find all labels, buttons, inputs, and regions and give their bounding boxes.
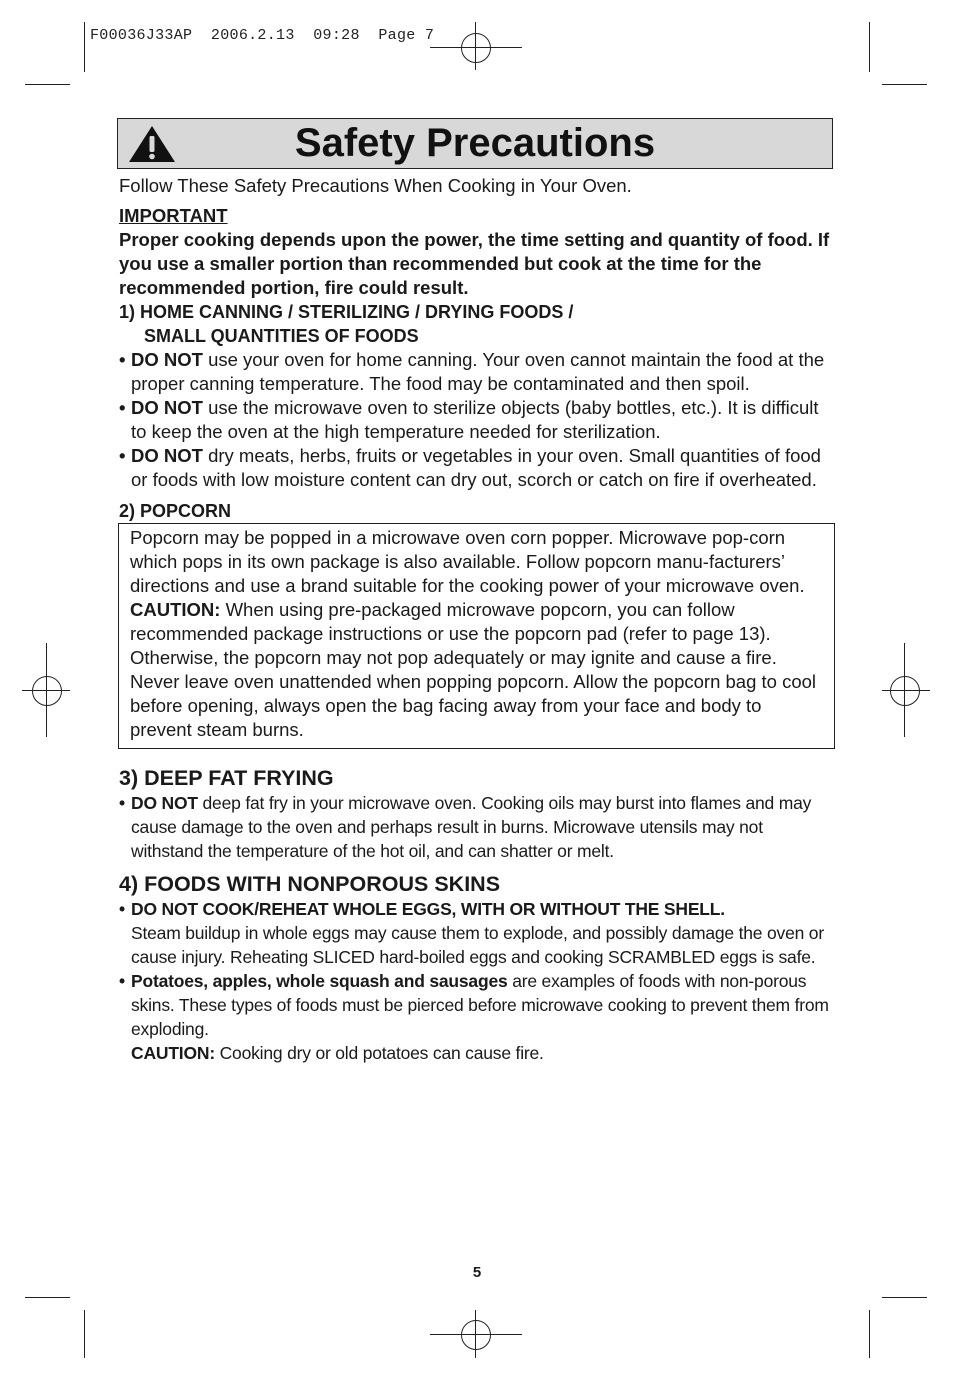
list-item — [119, 791, 835, 863]
registration-mark-icon — [890, 676, 920, 706]
crop-mark — [882, 84, 927, 85]
page-number: 5 — [472, 1264, 482, 1281]
crop-mark — [25, 84, 70, 85]
bullet-glyph: • — [119, 899, 125, 919]
bullet-lead: DO NOT COOK/REHEAT WHOLE EGGS, WITH OR WITHOUT THE SHELL. — [131, 899, 725, 919]
intro-text: Follow These Safety Precautions When Cooking in Your Oven. — [119, 175, 632, 196]
section2-heading: 2) POPCORN — [119, 501, 232, 521]
crop-mark — [869, 22, 870, 72]
popcorn-box — [118, 523, 835, 749]
caution-label: CAUTION: — [131, 1043, 215, 1063]
bullet-lead: DO NOT — [131, 445, 203, 466]
list-item — [119, 348, 835, 396]
document-body — [119, 174, 835, 1065]
crop-mark — [25, 1297, 70, 1298]
registration-mark-icon — [32, 676, 62, 706]
crop-mark — [882, 1297, 927, 1298]
bullet-text: dry meats, herbs, fruits or vegetables in your oven. Small quantities of food or foods with low moisture content can dry out, scorch or catch on fire if overheated. — [131, 445, 821, 490]
registration-mark-line — [904, 643, 905, 737]
print-header: F00036J33AP 2006.2.13 09:28 Page 7 — [90, 27, 435, 44]
bullet-text: deep fat fry in your microwave oven. Cooking oils may burst into flames and may cause damage to the oven and perhaps result in burns. Microwave utensils may not withstand the temperature of the hot oil, and can shatter or melt. — [131, 793, 812, 861]
registration-mark-line — [46, 643, 47, 737]
registration-mark-line — [430, 1334, 522, 1335]
crop-mark — [869, 1310, 870, 1358]
bullet-lead: DO NOT — [131, 397, 203, 418]
list-item — [119, 396, 835, 444]
registration-mark-line — [475, 1310, 476, 1358]
bullet-text: are examples of foods with non-porous skins. These types of foods must be pierced before microwave cooking to prevent them from exploding. — [131, 971, 829, 1039]
section1-heading-line2: SMALL QUANTITIES OF FOODS — [144, 326, 419, 346]
caution-text: Cooking dry or old potatoes can cause fire. — [214, 1043, 544, 1063]
bullet-lead: DO NOT — [131, 349, 203, 370]
list-item — [119, 969, 835, 1041]
registration-mark-icon — [461, 1320, 491, 1350]
list-item — [119, 897, 835, 969]
section1-heading: 1) HOME CANNING / STERILIZING / DRYING FOODS / — [119, 302, 574, 322]
popcorn-text: Popcorn may be popped in a microwave oven corn popper. Microwave pop-corn which pops in its own package is also available. Follow popcorn manu-facturers’ directions and use a brand suitable for the cooking power of your microwave oven. — [130, 527, 805, 596]
bullet-glyph: • — [119, 397, 126, 418]
potato-caution — [119, 1041, 835, 1065]
bullet-lead: DO NOT — [131, 793, 198, 813]
crop-mark — [84, 1310, 85, 1358]
crop-mark — [84, 22, 85, 72]
bullet-text: use the microwave oven to sterilize objects (baby bottles, etc.). It is difficult to keep the oven at the high temperature needed for sterilization. — [131, 397, 819, 442]
section3-heading: 3) DEEP FAT FRYING — [119, 766, 334, 790]
bullet-glyph: • — [119, 445, 126, 466]
bullet-glyph: • — [119, 793, 125, 813]
important-text: Proper cooking depends upon the power, the time setting and quantity of food. If you use a smaller portion than recommended but cook at the time for the recommended portion, fire could result. — [119, 229, 830, 298]
registration-mark-line — [475, 22, 476, 70]
section4-heading: 4) FOODS WITH NONPOROUS SKINS — [119, 872, 501, 896]
bullet-glyph: • — [119, 971, 125, 991]
bullet-text: use your oven for home canning. Your oven cannot maintain the food at the proper canning temperature. The food may be contaminated and then spoil. — [131, 349, 825, 394]
caution-label: CAUTION: — [130, 599, 221, 620]
important-label: IMPORTANT — [119, 205, 228, 226]
bullet-text: Steam buildup in whole eggs may cause them to explode, and possibly damage the oven or cause injury. Reheating SLICED hard-boiled eggs and cooking SCRAMBLED eggs is safe. — [131, 923, 824, 967]
registration-mark-line — [882, 690, 930, 691]
list-item — [119, 444, 835, 492]
bullet-lead: Potatoes, apples, whole squash and sausages — [131, 971, 508, 991]
popcorn-caution — [130, 598, 824, 742]
bullet-glyph: • — [119, 349, 126, 370]
registration-mark-line — [430, 47, 522, 48]
caution-text: When using pre-packaged microwave popcorn, you can follow recommended package instructions or use the popcorn pad (refer to page 13). Otherwise, the popcorn may not pop adequately or may ignite and cause a fire. Never leave oven unattended when popping popcorn. Allow the popcorn bag to cool before opening, always open the bag facing away from your face and body to prevent steam burns. — [130, 599, 817, 740]
title-bar — [117, 118, 833, 169]
page-title: Safety Precautions — [294, 121, 656, 165]
registration-mark-icon — [461, 33, 491, 63]
